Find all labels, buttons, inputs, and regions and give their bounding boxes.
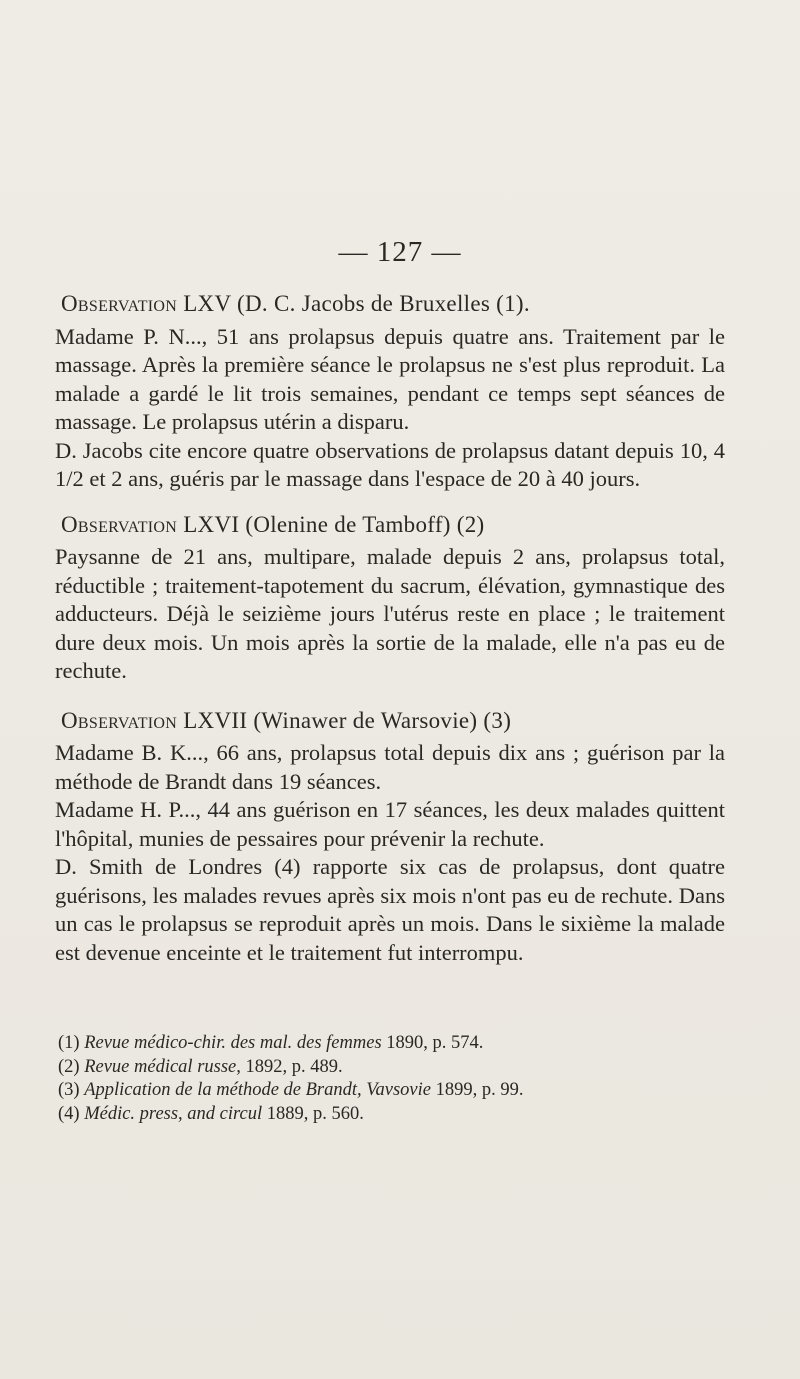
footnote-source: Revue médical russe, xyxy=(84,1056,241,1077)
footnote xyxy=(58,1056,738,1080)
heading-text: LXVI (Olenine de Tamboff) (2) xyxy=(177,511,485,537)
footnote-ref: 1889, p. 560. xyxy=(262,1103,364,1124)
observation-heading-lxv xyxy=(55,290,725,319)
heading-label: Observation xyxy=(61,511,178,537)
footnote-number: (4) xyxy=(58,1103,80,1124)
page-body xyxy=(55,290,725,967)
heading-label: Observation xyxy=(61,707,178,733)
footnote-ref: 1899, p. 99. xyxy=(431,1080,524,1100)
paragraph: D. Smith de Londres (4) rapporte six cas de prolapsus, dont quatre guérisons, les malades revues après six mois n'ont pas eu de rechute. Dans un cas le prolapsus se reproduit après un mois. Dans le sixième la malade est devenue enceinte et le traitement fut interrompu. xyxy=(55,854,725,965)
footnote-number: (2) xyxy=(58,1056,80,1077)
footnote-source: Médic. press, and circul xyxy=(84,1103,263,1124)
paragraph: Madame H. P..., 44 ans guérison en 17 séances, les deux malades quittent l'hôpital, munies de pessaires pour prévenir la rechute. xyxy=(55,797,725,851)
heading-label: Observation xyxy=(61,291,178,316)
footnote xyxy=(58,1079,738,1103)
footnote-number: (1) xyxy=(58,1033,80,1053)
observation-heading-lxvi xyxy=(55,511,725,540)
page-number: — 127 — xyxy=(338,236,462,268)
observation-heading-lxvii xyxy=(55,707,725,736)
footnote xyxy=(58,1103,738,1127)
footnotes xyxy=(58,1032,738,1126)
footnote-ref: 1890, p. 574. xyxy=(381,1033,484,1053)
footnote-number: (3) xyxy=(58,1080,80,1100)
footnote-ref: 1892, p. 489. xyxy=(240,1056,343,1077)
paragraph: Madame P. N..., 51 ans prolapsus depuis quatre ans. Traitement par le massage. Après la première séance le prolapsus ne s'est plus reproduit. La malade a gardé le lit trois semaines, pendant ce temps sept séances de massage. Le prolapsus utérin a disparu. xyxy=(55,323,725,434)
footnote-source: Revue médico-chir. des mal. des femmes xyxy=(84,1033,382,1053)
heading-text: LXVII (Winawer de Warsovie) (3) xyxy=(177,707,512,733)
paragraph: Madame B. K..., 66 ans, prolapsus total depuis dix ans ; guérison par la méthode de Brandt dans 19 séances. xyxy=(55,740,725,794)
footnote xyxy=(58,1032,738,1056)
paragraph: Paysanne de 21 ans, multipare, malade depuis 2 ans, prolapsus total, réductible ; traitement-tapotement du sacrum, élévation, gymnastique des adducteurs. Déjà le seizième jours l'utérus reste en place ; le traitement dure deux mois. Un mois après la sortie de la malade, elle n'a pas eu de rechute. xyxy=(55,544,725,683)
paragraph: D. Jacobs cite encore quatre observations de prolapsus datant depuis 10, 4 1/2 et 2 ans, guéris par le massage dans l'espace de 20 à 40 jours. xyxy=(55,437,725,491)
heading-text: LXV (D. C. Jacobs de Bruxelles (1). xyxy=(177,291,530,316)
footnote-source: Application de la méthode de Brandt, Vavsovie xyxy=(84,1080,431,1100)
